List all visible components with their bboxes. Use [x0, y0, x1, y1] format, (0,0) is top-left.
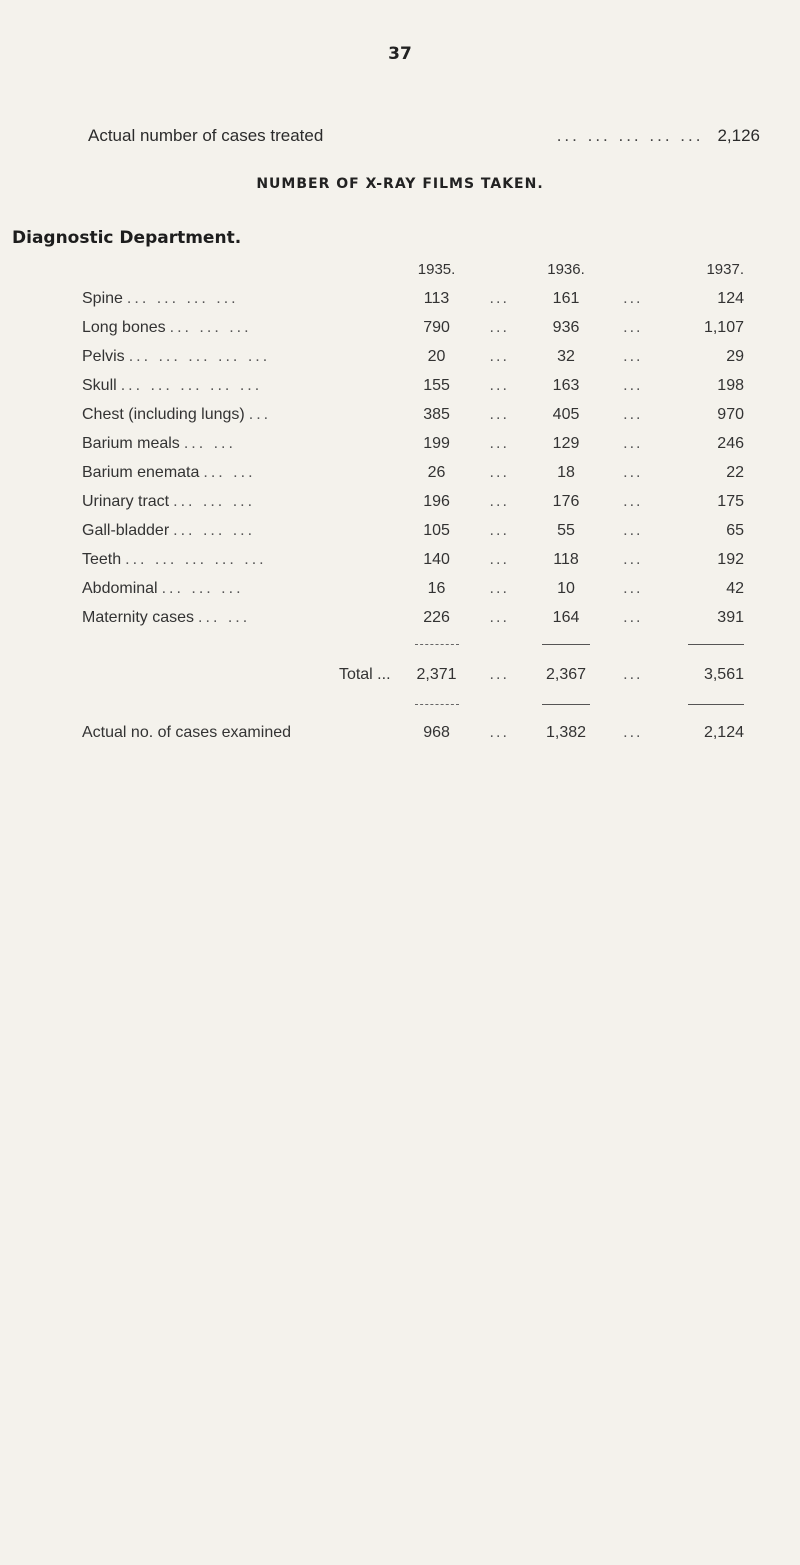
row-label: Chest (including lungs) [82, 405, 245, 423]
row-leader: ... ... ... [169, 318, 252, 336]
cases-treated-value: 2,126 [717, 126, 760, 145]
cell-1936: 118 [553, 550, 579, 568]
column-header-1935: 1935. [417, 260, 456, 278]
cell-1937: 124 [717, 289, 744, 307]
cell-1935: 155 [423, 376, 450, 394]
cell-1935: 20 [427, 347, 446, 365]
cell-1936: 10 [557, 579, 575, 597]
cell-leader: ... [623, 608, 643, 626]
cell-1935: 790 [423, 318, 450, 336]
total-label: Total ... [338, 666, 391, 683]
row-leader: ... ... ... ... ... [128, 347, 271, 365]
cell-1936: 161 [552, 289, 580, 307]
cell-leader: ... [623, 289, 643, 307]
row-label: Long bones [82, 318, 166, 336]
row-label: Teeth [82, 550, 122, 568]
cell-leader: ... [623, 434, 643, 452]
cell-1936: 18 [557, 463, 575, 481]
column-header-1937: 1937. [706, 260, 744, 278]
total-row [82, 658, 750, 692]
cell-1935: 113 [423, 289, 450, 307]
cell-leader: ... [623, 405, 643, 423]
row-leader: ... ... ... ... [126, 289, 239, 307]
cell-leader: ... [489, 463, 509, 481]
cell-1936: 405 [552, 405, 580, 423]
sum-rule [542, 704, 590, 705]
cell-leader: ... [623, 463, 643, 481]
table-row [82, 574, 750, 603]
table-body [82, 284, 750, 632]
row-leader: ... ... ... [173, 521, 256, 539]
cases-treated-leader: ... ... ... ... ... [556, 126, 704, 145]
cell-1937: 29 [726, 347, 744, 365]
row-label: Gall-bladder [82, 521, 170, 539]
cell-1935: 199 [423, 434, 450, 452]
table-row [82, 342, 750, 371]
cell-leader: ... [489, 608, 509, 626]
row-leader: ... ... [203, 463, 256, 481]
examined-row [82, 718, 750, 748]
section-heading: NUMBER OF X-RAY FILMS TAKEN. [256, 176, 544, 192]
column-header-1936: 1936. [547, 260, 585, 278]
cell-leader: ... [489, 318, 509, 336]
row-label: Urinary tract [82, 492, 170, 510]
xray-films-table [82, 254, 750, 748]
cell-1935: 196 [423, 492, 450, 510]
row-label: Pelvis [82, 347, 125, 365]
total-1936: 2,367 [546, 666, 587, 683]
row-label: Spine [82, 289, 123, 307]
row-label: Barium meals [82, 434, 180, 452]
cell-1937: 970 [717, 405, 744, 423]
row-label: Abdominal [82, 579, 158, 597]
cell-leader: ... [623, 347, 643, 365]
cell-1937: 192 [717, 550, 744, 568]
cell-leader: ... [623, 318, 643, 336]
cell-1935: 226 [423, 608, 450, 626]
cell-leader: ... [489, 550, 509, 568]
table-row [82, 458, 750, 487]
cell-leader: ... [489, 289, 509, 307]
cell-1937: 65 [726, 521, 744, 539]
cell-leader: ... [489, 376, 509, 394]
examined-1937: 2,124 [703, 724, 744, 741]
row-label: Barium enemata [82, 463, 200, 481]
sum-rule [415, 644, 459, 645]
examined-rule-row [82, 692, 750, 718]
table-row [82, 400, 750, 429]
cell-leader: ... [489, 492, 509, 510]
cell-1937: 246 [717, 434, 744, 452]
cell-leader: ... [489, 434, 509, 452]
page-number: 37 [388, 44, 412, 64]
cell-leader: ... [623, 724, 643, 741]
table-header-row [82, 254, 750, 284]
cell-1937: 198 [717, 376, 744, 394]
cell-leader: ... [489, 521, 509, 539]
examined-1936: 1,382 [546, 724, 587, 741]
row-leader: ... ... ... ... ... [120, 376, 263, 394]
cell-leader: ... [623, 579, 643, 597]
cell-leader: ... [489, 666, 509, 683]
sum-rule [542, 644, 590, 645]
cases-treated-line [88, 126, 760, 146]
sum-rule [688, 704, 744, 705]
table-row [82, 516, 750, 545]
total-1935: 2,371 [416, 666, 457, 683]
sum-rule [415, 704, 459, 705]
examined-1935: 968 [423, 724, 450, 741]
cell-1937: 42 [726, 579, 744, 597]
row-leader: ... [248, 405, 272, 423]
row-label: Skull [82, 376, 117, 394]
table-row [82, 429, 750, 458]
cell-leader: ... [489, 579, 509, 597]
cell-1935: 16 [427, 579, 446, 597]
table-row [82, 545, 750, 574]
row-leader: ... ... ... [173, 492, 256, 510]
cell-1935: 140 [423, 550, 450, 568]
header-label-cell [82, 254, 399, 284]
cell-1936: 164 [552, 608, 580, 626]
cell-leader: ... [623, 550, 643, 568]
total-rule-row [82, 632, 750, 658]
cell-leader: ... [623, 376, 643, 394]
cell-1936: 129 [552, 434, 580, 452]
cell-1935: 385 [423, 405, 450, 423]
cell-1936: 163 [552, 376, 580, 394]
cases-treated-label: Actual number of cases treated [88, 126, 324, 145]
row-leader: ... ... ... ... ... [125, 550, 267, 568]
cell-1937: 175 [717, 492, 744, 510]
table-row [82, 487, 750, 516]
table-row [82, 313, 750, 342]
cell-1935: 105 [423, 521, 450, 539]
sum-rule [688, 644, 744, 645]
cell-leader: ... [489, 724, 509, 741]
cell-leader: ... [623, 666, 643, 683]
cell-leader: ... [489, 347, 509, 365]
cell-1936: 936 [552, 318, 580, 336]
cell-leader: ... [623, 521, 643, 539]
cell-1936: 176 [552, 492, 580, 510]
cell-leader: ... [489, 405, 509, 423]
cell-1937: 1,107 [703, 318, 744, 336]
sub-heading: Diagnostic Department. [12, 228, 242, 248]
row-leader: ... ... [183, 434, 236, 452]
cell-leader: ... [623, 492, 643, 510]
row-leader: ... ... ... [161, 579, 244, 597]
cell-1937: 22 [726, 463, 744, 481]
cell-1937: 391 [717, 608, 744, 626]
row-leader: ... ... [198, 608, 251, 626]
table-row [82, 284, 750, 313]
cell-1935: 26 [427, 463, 446, 481]
cell-1936: 32 [557, 347, 575, 365]
cell-1936: 55 [557, 521, 575, 539]
table-row [82, 603, 750, 632]
table-row [82, 371, 750, 400]
examined-label: Actual no. of cases examined [82, 724, 292, 741]
row-label: Maternity cases [82, 608, 195, 626]
total-1937: 3,561 [703, 666, 744, 683]
